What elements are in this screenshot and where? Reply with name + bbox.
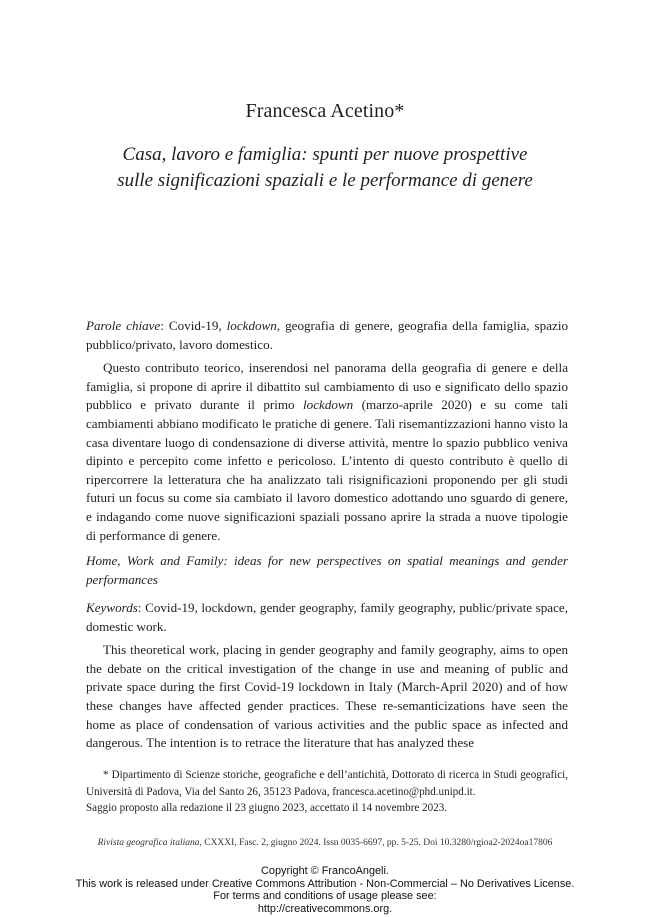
- keywords-it-rest: , geografia di genere, geografia della famiglia, spazio pubblico/privato, lavoro domestico.: [86, 318, 568, 352]
- abstract-en: This theoretical work, placing in gender geography and family geography, aims to open the debate on the critical investigation of the change in use and meaning of public and private space during the first Covid-19 lockdown in Italy (March-April 2020) and of how these changes have affected gender practices. These re-semanticizations have seen the home as place of condensation of various activities and the public space as infected and dangerous. The intention is to retrace the literature that has analyzed these: [86, 642, 568, 751]
- keywords-en-rest: : Covid-19, lockdown, gender geography, family geography, public/private space, domestic work.: [86, 600, 568, 634]
- abstract-it-part2: (marzo-aprile 2020) e su come tali cambiamenti abbiano modificato le pratiche di genere. Tali risemantizzazioni hanno visto la casa diventare luogo di condensazione di diverse attività, mentre lo spazio pubblico veniva dipinto e percepito come infetto e pericoloso. L’intento di questo contributo è quello di ripercorrere la letteratura che ha analizzato tali risignificazioni proponendo per gli studi futuri un focus su come sia cambiato il lavoro domestico adottando uno sguardo di genere, e indagando come nuove significazioni spaziali possano aprire la strada a nuove tipologie di performance di genere.: [86, 397, 568, 543]
- title-it-line-1: Casa, lavoro e famiglia: spunti per nuove prospettive: [122, 144, 528, 165]
- keywords-en: [86, 599, 568, 636]
- license-line-2: This work is released under Creative Commons Attribution - Non-Commercial – No Derivatives License.: [75, 877, 575, 890]
- keywords-it-sep: : Covid-19,: [160, 318, 227, 333]
- license-notice: [0, 865, 650, 915]
- journal-name: Rivista geografica italiana: [97, 838, 200, 848]
- abstract-it-part1: Questo contributo teorico, inserendosi nel panorama della geografia di genere e della famiglia, si propone di aprire il dibattito sul cambiamento di uso e significato dello spazio pubblico e privato durante il primo: [86, 360, 568, 413]
- journal-info: , CXXXI, Fasc. 2, giugno 2024. Issn 0035-6697, pp. 5-25. Doi 10.3280/rgioa2-2024oa17806: [199, 838, 553, 848]
- keywords-it: [86, 317, 568, 354]
- abstract-it-em: lockdown: [303, 397, 354, 413]
- title-it-line-2: sulle significazioni spaziali e le performance di genere: [117, 170, 533, 191]
- english-section: [86, 599, 568, 753]
- license-line-3: For terms and conditions of usage please see:: [213, 890, 437, 902]
- license-line-4: http://creativecommons.org.: [257, 902, 393, 915]
- article-title-it: [60, 142, 590, 194]
- keywords-it-em: lockdown: [226, 318, 277, 333]
- journal-citation: [0, 838, 650, 848]
- abstract-it: [86, 359, 568, 545]
- footnote-dates: Saggio proposto alla redazione il 23 giugno 2023, accettato il 14 novembre 2023.: [86, 802, 448, 815]
- article-title-en: Home, Work and Family: ideas for new perspectives on spatial meanings and gender performances: [86, 553, 568, 587]
- keywords-en-label: Keywords: [86, 600, 138, 615]
- italian-section: [86, 317, 568, 545]
- footnote-affiliation: * Dipartimento di Scienze storiche, geografiche e dell’antichità, Dottorato di ricerca in Studi geografici, Università di Padova, Via del Santo 26, 35123 Padova, francesca.acetino@phd.unipd.it.: [86, 769, 568, 798]
- footnote: [86, 767, 568, 817]
- keywords-it-label: Parole chiave: [86, 318, 161, 333]
- license-line-1: Copyright © FrancoAngeli.: [261, 865, 389, 877]
- author-name: Francesca Acetino*: [245, 100, 405, 122]
